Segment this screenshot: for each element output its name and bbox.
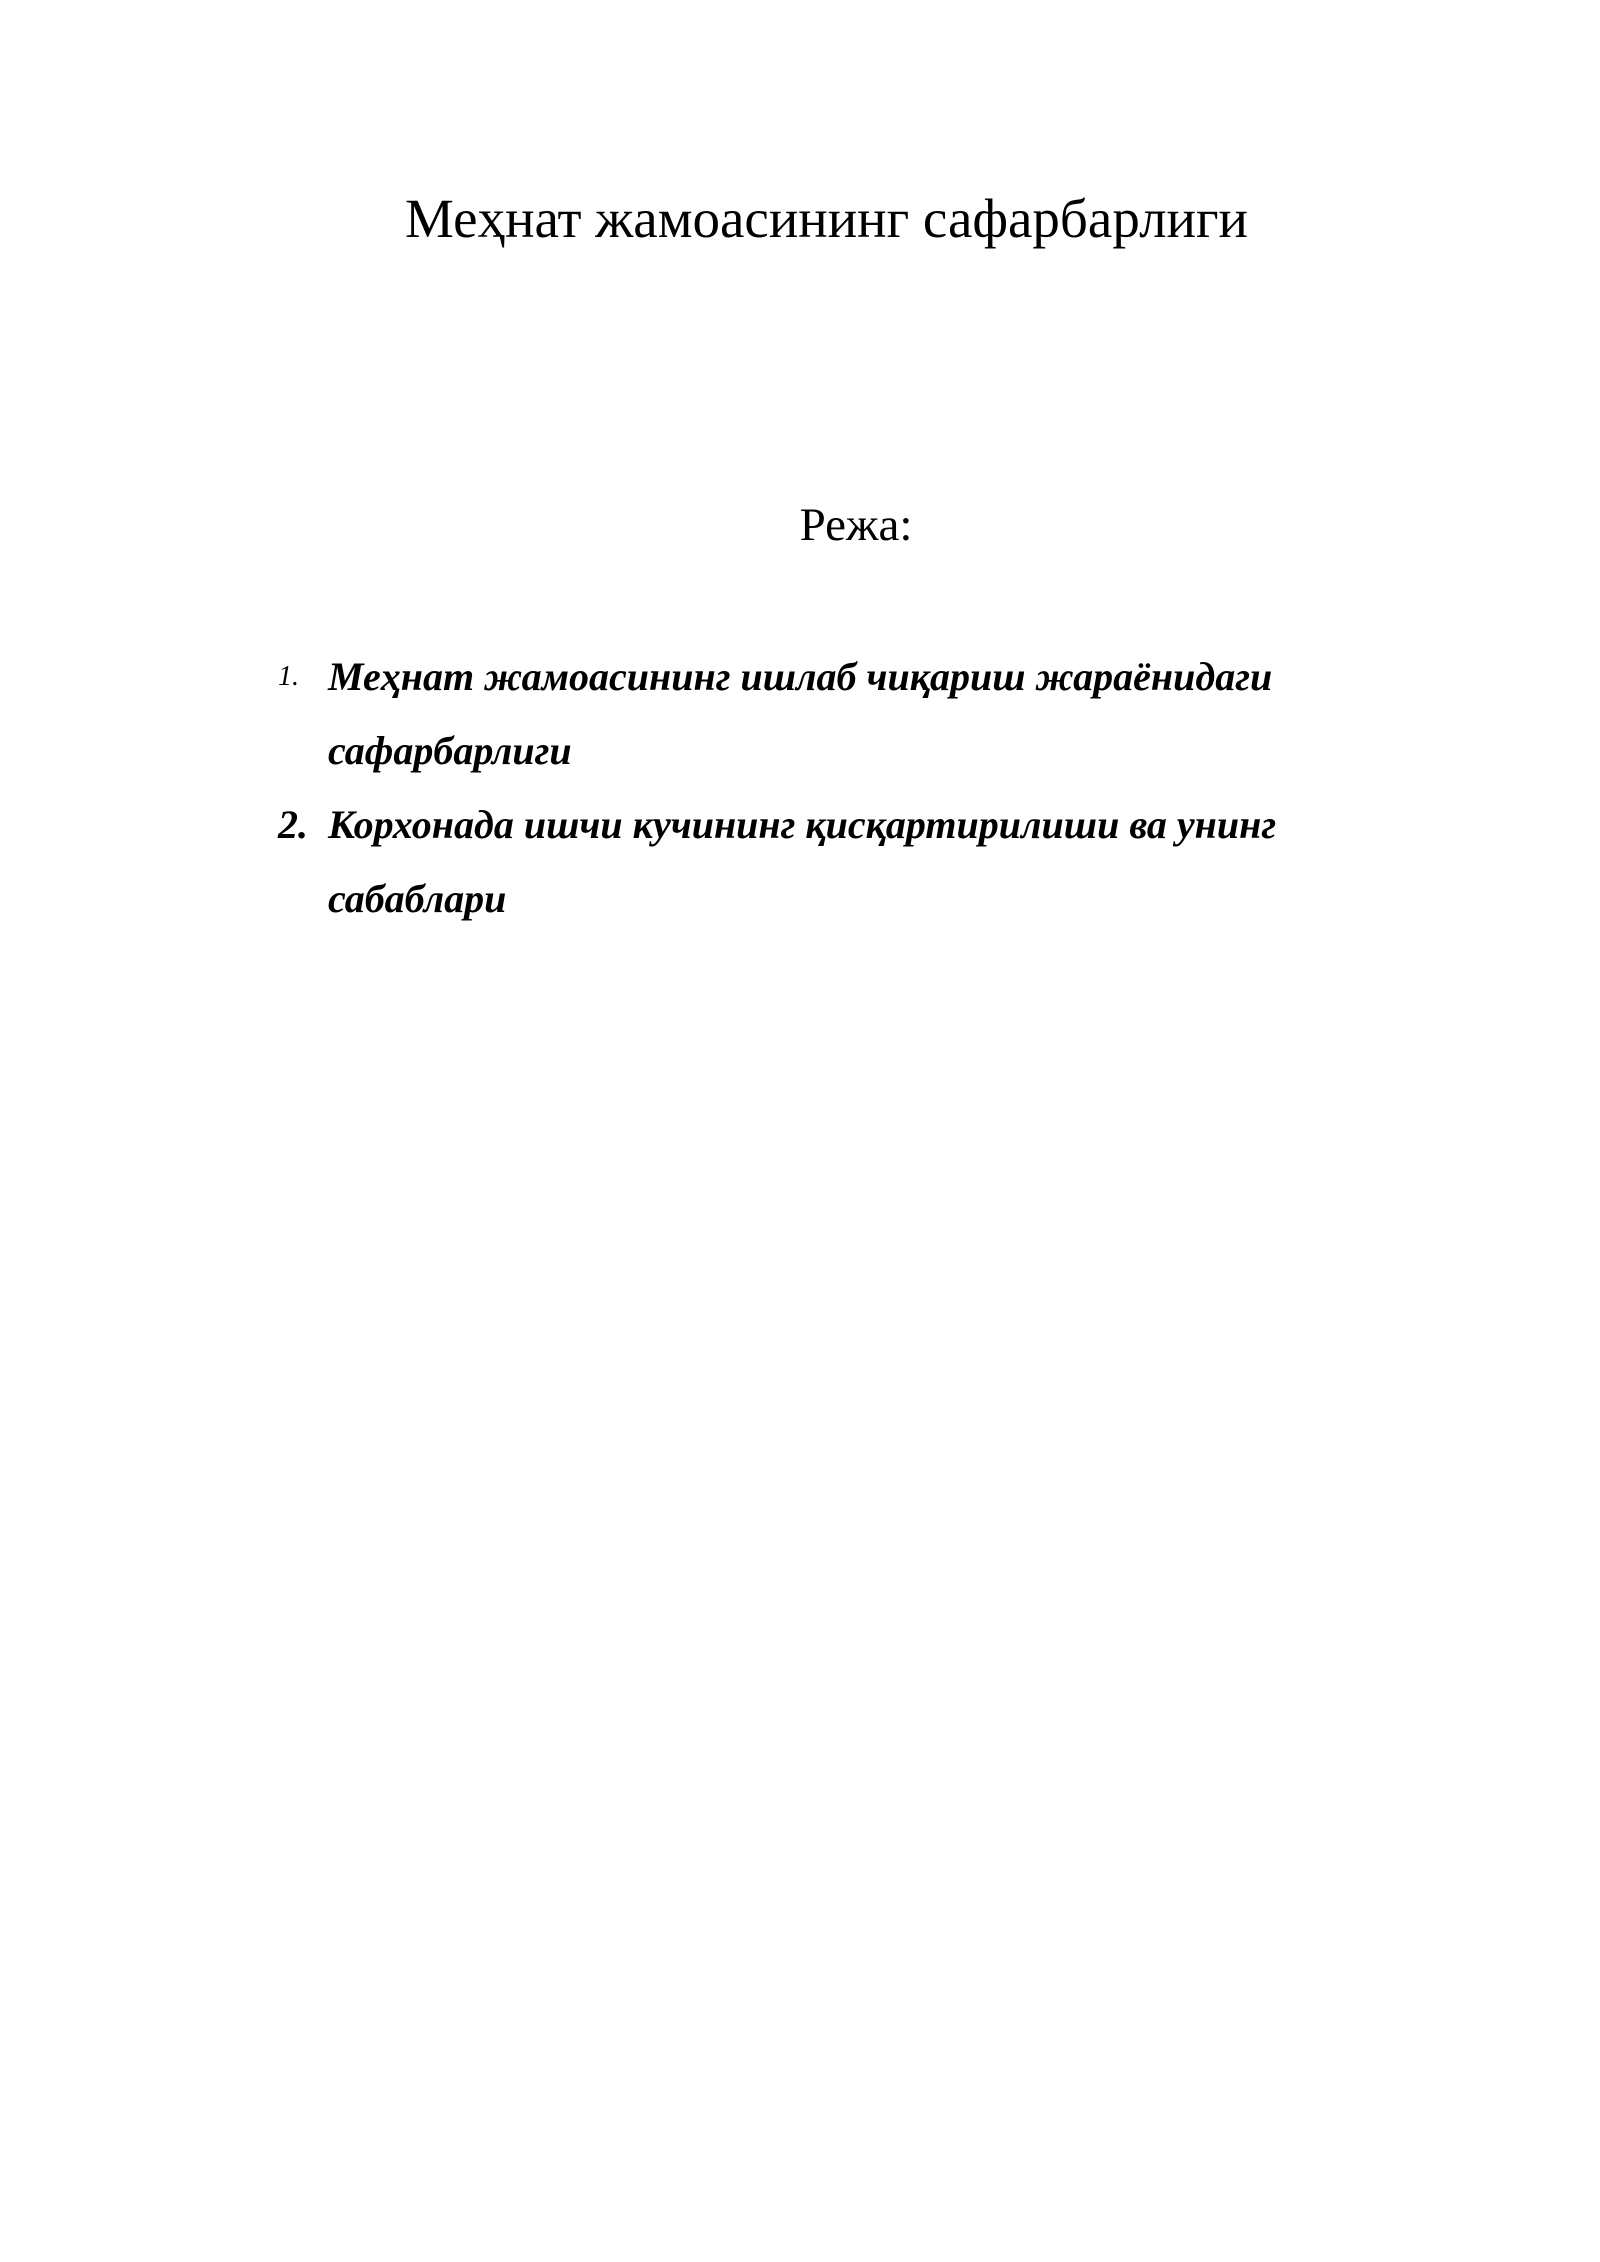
plan-item-text: Меҳнат жамоасининг ишлаб чиқариш жараёнидаги сафарбарлиги: [328, 654, 1273, 773]
plan-item-number: 2.: [278, 802, 308, 847]
plan-list: [278, 640, 1378, 936]
plan-item-2: [278, 788, 1378, 936]
document-title: Меҳнат жамоасининг сафарбарлиги: [405, 187, 1248, 249]
plan-heading: Режа:: [799, 499, 913, 551]
plan-item-text: Корхонада ишчи кучининг қисқартирилиши ва унинг сабаблари: [328, 802, 1277, 921]
plan-item-number: 1.: [278, 661, 299, 692]
plan-item-1: [278, 640, 1378, 788]
